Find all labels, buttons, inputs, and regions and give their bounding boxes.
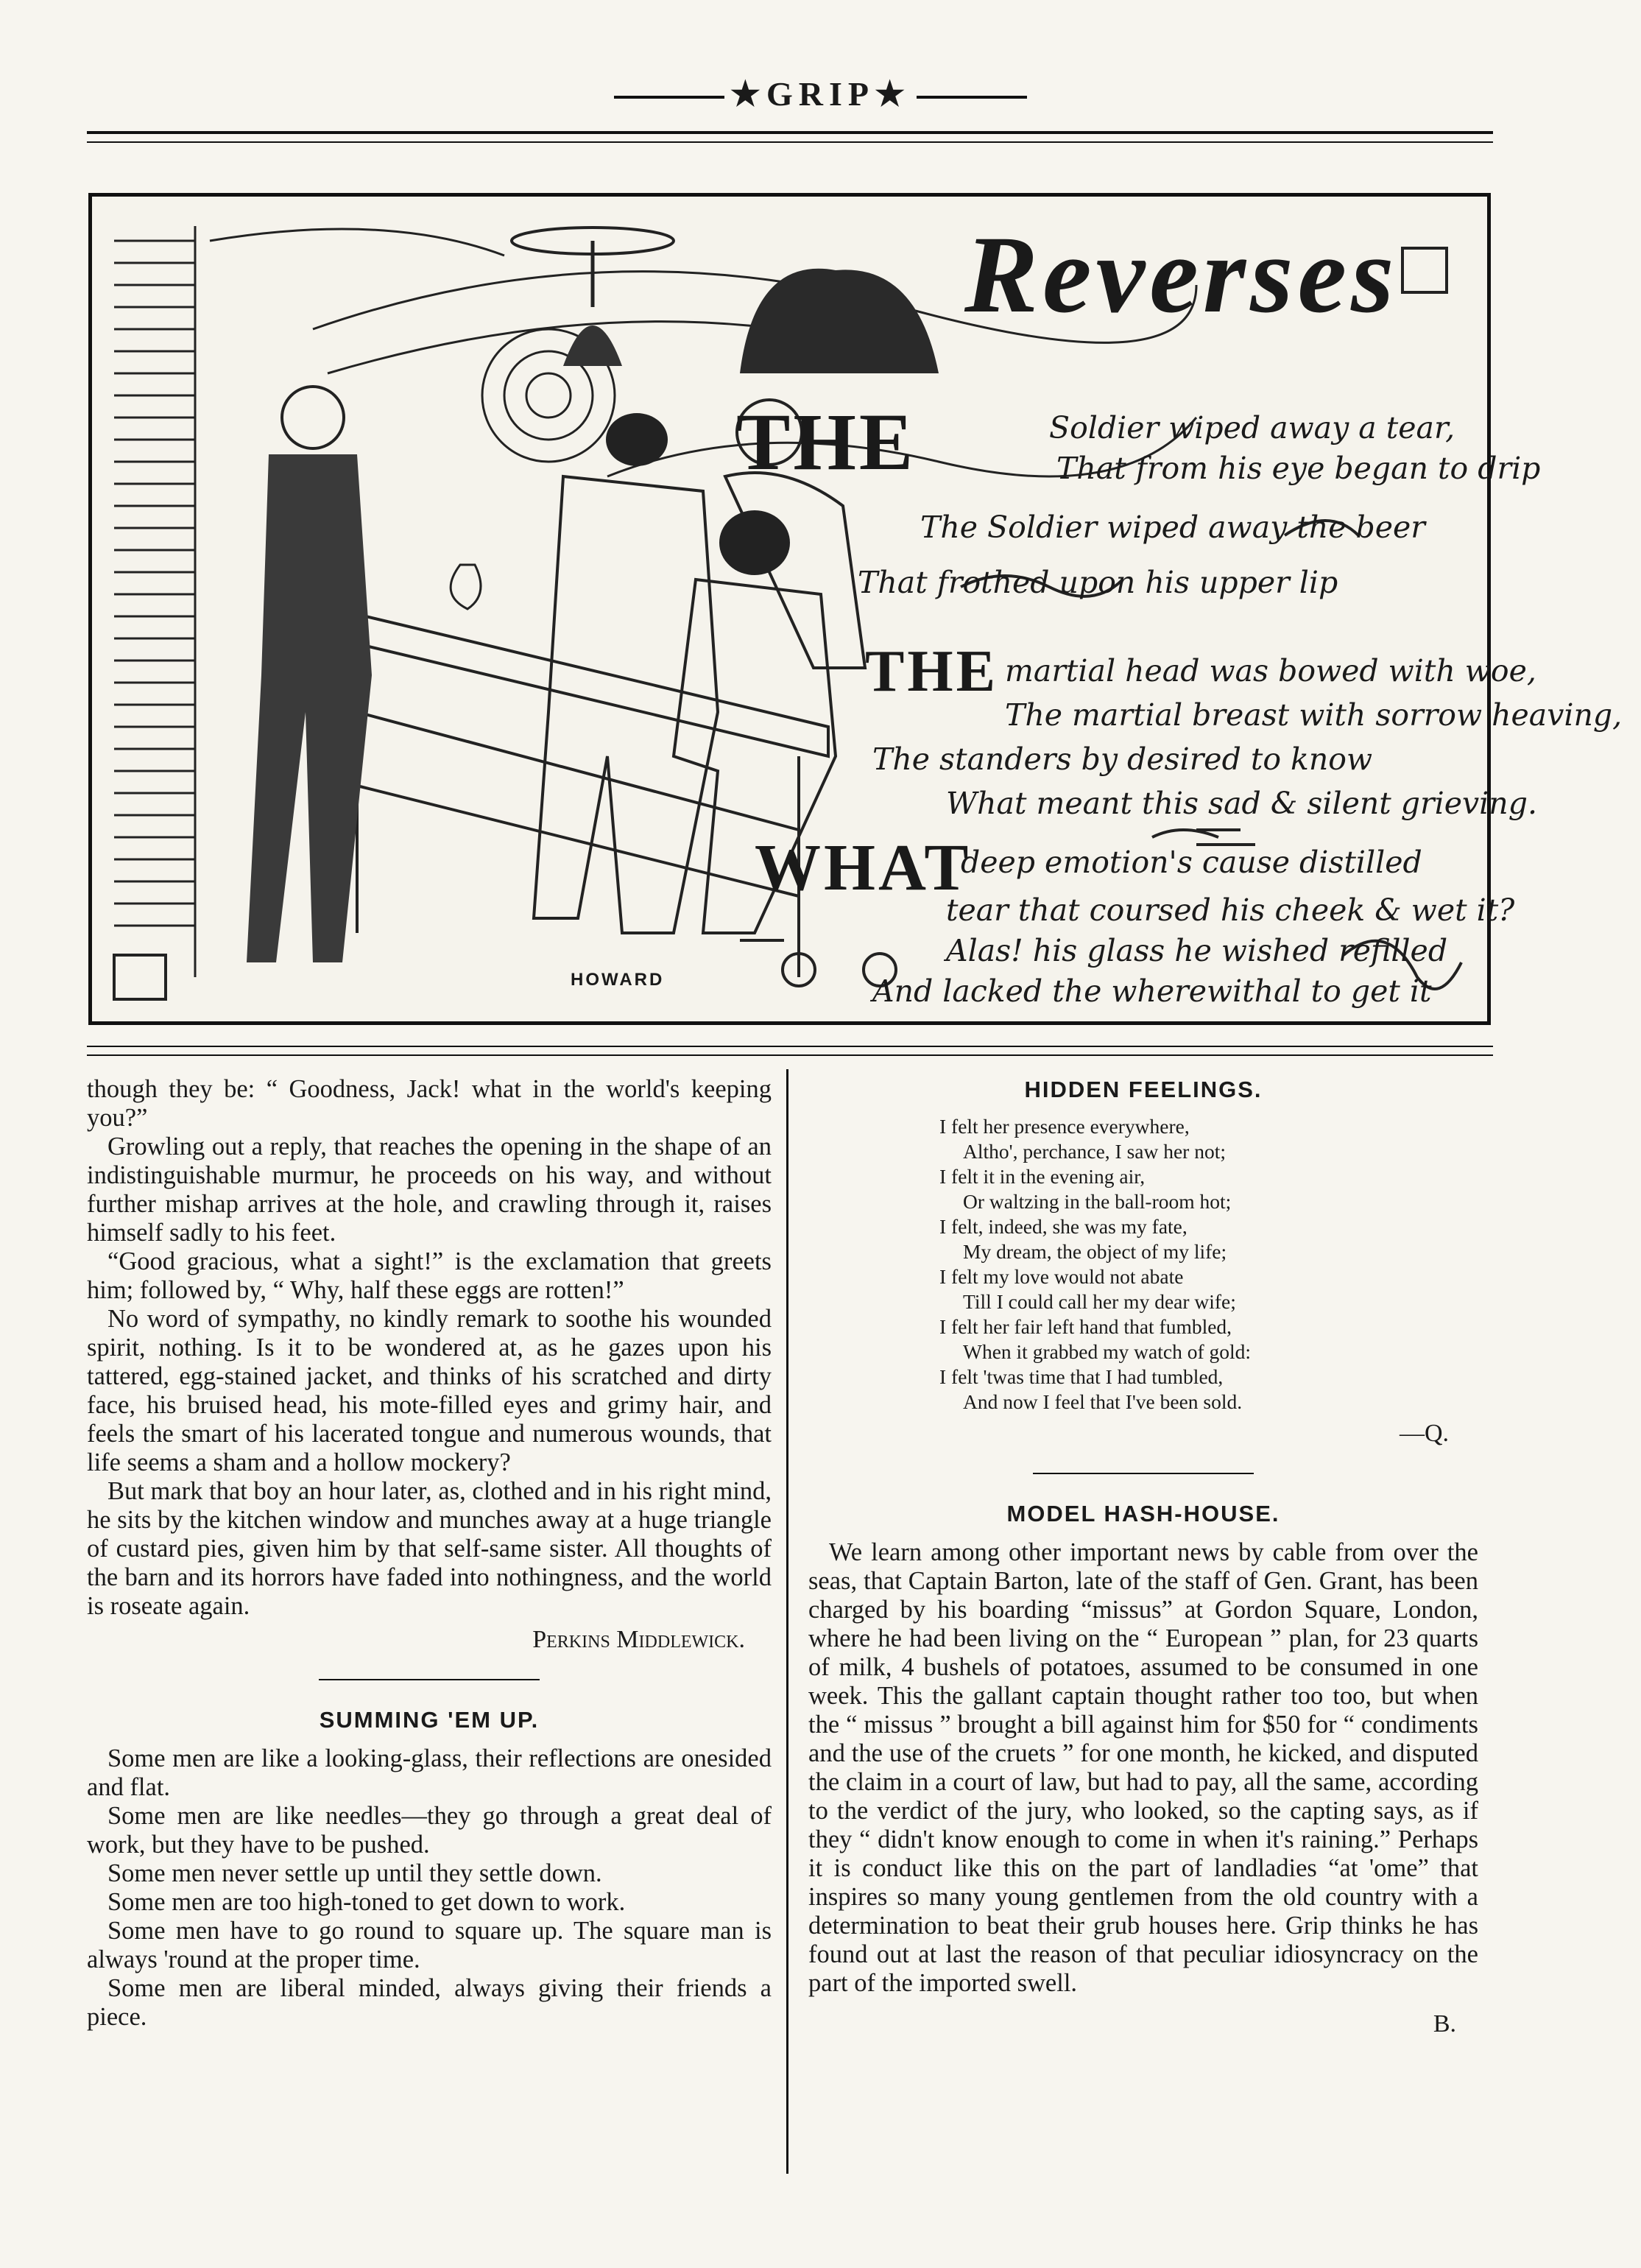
illustration-big-word-3: WHAT xyxy=(755,831,972,904)
section-divider xyxy=(319,1679,540,1680)
poem-line: Or waltzing in the ball-room hot; xyxy=(963,1190,1232,1213)
hash-house-signature: B. xyxy=(1433,2010,1456,2038)
bar-counter xyxy=(335,609,828,977)
hash-house-paragraph: We learn among other important news by cable from over the seas, that Captain Barton, late of the staff of Gen. Grant, has been charged by his boarding “missus” at Gordon Square, London, where he had been living on the “ European ” plan, for 23 quarts of milk, 4 bushels of potatoes, assumed to be consumed in one week. This the gallant captain thought rather too too, but when the “ missus ” brought a bill against him for $50 for “ condiments and the use of the cruets ” for one month, he kicked, and disputed the claim in a court of law, but had to pay, all the same, according to the verdict of the jury, who looked, so the capting says, as if they “ didn't know enough to come in when it's raining.” Perhaps it is conduct like this on the part of landladies “at 'ome” that inspires so many young gentlemen from the old country with a determination to beat their grub houses here. Grip thinks he has found out at last the reason of that peculiar idiosyncracy on the part of the imported swell. xyxy=(808,1538,1478,1997)
summing-item: Some men are like needles—they go through a great deal of work, but they have to be pushed. xyxy=(87,1802,772,1859)
section-rule-bottom xyxy=(87,1054,1493,1056)
section-divider xyxy=(1033,1473,1254,1474)
masthead-dash-right xyxy=(917,96,1027,99)
artist-signature: HOWARD xyxy=(571,970,665,990)
header-rule-bottom xyxy=(87,141,1493,143)
story-paragraph: Growling out a reply, that reaches the opening in the shape of an indistinguishable murmur, he proceeds on his way, and without further mishap arrives at the hole, and crawling through it, raises himself sadly to his feet. xyxy=(87,1133,772,1247)
hanging-lamp xyxy=(512,228,674,366)
left-column xyxy=(87,1075,772,2032)
illustration-line-5: martial head was bowed with woe, xyxy=(1005,653,1536,688)
summing-item: Some men are like a looking-glass, their reflections are onesided and flat. xyxy=(87,1744,772,1801)
lampshade xyxy=(740,269,939,373)
poem-line: My dream, the object of my life; xyxy=(963,1240,1227,1263)
header-rule-top xyxy=(87,131,1493,134)
illustration-line-1: Soldier wiped away a tear, xyxy=(1049,410,1455,446)
illustration-line-2: That from his eye began to drip xyxy=(1056,451,1541,486)
right-column xyxy=(808,1075,1478,2038)
illustration-line-11: Alas! his glass he wished refilled xyxy=(946,933,1448,968)
masthead: ★GRIP★ xyxy=(0,74,1641,113)
illustration-line-9: deep emotion's cause distilled xyxy=(961,845,1422,880)
soldier-figure xyxy=(247,387,481,962)
summing-item: Some men are too high-toned to get down to work. xyxy=(107,1888,626,1916)
hash-house-heading: MODEL HASH-HOUSE. xyxy=(1006,1501,1280,1526)
illustration-title: Reverses xyxy=(964,214,1399,336)
patron-figure-1 xyxy=(534,413,718,933)
poem-line: And now I feel that I've been sold. xyxy=(963,1390,1243,1413)
poem-signature: —Q. xyxy=(1399,1420,1449,1447)
illustration xyxy=(88,193,1623,1025)
poem-line: I felt her fair left hand that fumbled, xyxy=(939,1315,1232,1338)
poem-heading: HIDDEN FEELINGS. xyxy=(1024,1077,1263,1102)
summing-item: Some men never settle up until they settle down. xyxy=(107,1859,602,1887)
poem-line: I felt her presence everywhere, xyxy=(939,1115,1190,1138)
story-signature: Perkins Middlewick. xyxy=(532,1626,745,1653)
poem-line: I felt 'twas time that I had tumbled, xyxy=(939,1365,1224,1388)
illustration-line-6: The martial breast with sorrow heaving, xyxy=(1005,697,1623,733)
story-paragraph: though they be: “ Goodness, Jack! what in the world's keeping you?” xyxy=(87,1075,772,1132)
illustration-big-word-1: THE xyxy=(736,397,917,487)
illustration-line-7: The standers by desired to know xyxy=(872,742,1373,777)
section-rule-top xyxy=(87,1046,1493,1047)
illustration-big-word-2: THE xyxy=(865,639,998,704)
wall-hatching xyxy=(114,226,195,977)
masthead-dash-left xyxy=(614,96,724,99)
poem-line: I felt, indeed, she was my fate, xyxy=(939,1215,1187,1238)
corner-ornament-right xyxy=(1402,248,1447,292)
poem-line: Till I could call her my dear wife; xyxy=(963,1290,1236,1313)
illustration-line-12: And lacked the wherewithal to get it xyxy=(872,973,1432,1009)
summing-heading: SUMMING 'EM UP. xyxy=(319,1707,540,1733)
poem-line: Altho', perchance, I saw her not; xyxy=(963,1140,1226,1163)
poem-line: I felt my love would not abate xyxy=(939,1265,1184,1288)
poem-line: I felt it in the evening air, xyxy=(939,1165,1146,1188)
poem-verse xyxy=(939,1114,1478,1415)
illustration-line-3: The Soldier wiped away the beer xyxy=(920,510,1425,545)
illustration-line-8: What meant this sad & silent grieving. xyxy=(946,786,1537,821)
summing-item: Some men have to go round to square up. The square man is always 'round at the proper time. xyxy=(87,1917,772,1973)
corner-ornament-left xyxy=(114,955,166,999)
summing-item: Some men are liberal minded, always giving their friends a piece. xyxy=(87,1974,772,2031)
illustration-line-4: That frothed upon his upper lip xyxy=(858,565,1338,600)
story-paragraph: But mark that boy an hour later, as, clothed and in his right mind, he sits by the kitchen window and munches away at a huge triangle of custard pies, given him by that self-same sister. All thoughts of the barn and its horrors have faded into nothingness, and the world is roseate again. xyxy=(87,1477,772,1620)
story-paragraph: No word of sympathy, no kindly remark to soothe his wounded spirit, nothing. Is it to be wondered at, as he gazes upon his tattered, egg-stained jacket, and thinks of his scratched and dirty face, his bruised head, his mote-filled eyes and grimy hair, and feels the smart of his lacerated tongue and numerous wounds, that life seems a sham and a hollow mockery? xyxy=(87,1305,772,1476)
poem-line: When it grabbed my watch of gold: xyxy=(963,1340,1252,1363)
story-paragraph: “Good gracious, what a sight!” is the exclamation that greets him; followed by, “ Why, half these eggs are rotten!” xyxy=(87,1247,772,1304)
masthead-title: GRIP xyxy=(766,75,875,113)
column-divider xyxy=(786,1069,788,2174)
illustration-line-10: tear that coursed his cheek & wet it? xyxy=(946,892,1515,928)
